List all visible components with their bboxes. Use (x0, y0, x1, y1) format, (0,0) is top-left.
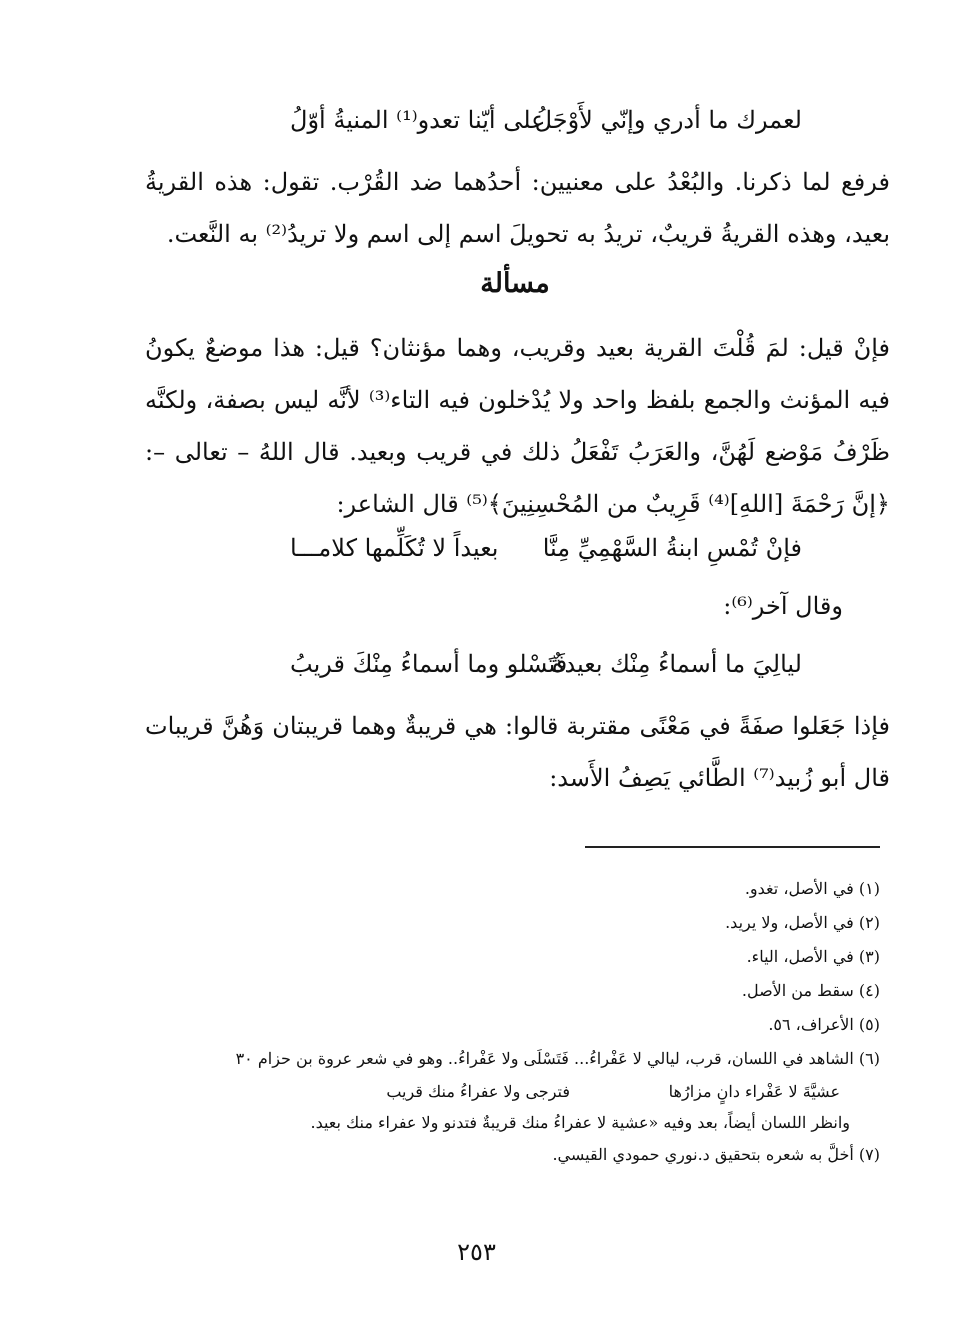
footnote-1: (١) في الأصل، تغدو. (744, 879, 880, 898)
footnote-3: (٣) في الأصل، الياء. (746, 947, 880, 966)
verse-3-first-hemistich: ليالِيَ ما أسماءُ مِنْك بعيدةٌ (551, 650, 802, 678)
verse-3-second-hemistich: فَتَسْلو وما أسماءُ مِنْكَ قريبُ (290, 650, 568, 678)
footnote-2: (٢) في الأصل، ولا يريد. (725, 913, 880, 932)
paragraph-3: فإذا جَعَلوا صفَةً في مَعْنًى مقتربة قالوا: هي قريبةٌ وهما قريبتان وَهُنَّ قريبات قال أبو زُبيد⁽⁷⁾ الطَّائي يَصِفُ الأَسد: (145, 712, 890, 792)
verse-2-second-hemistich: بعيداً لا تُكَلِّمها كلامـــا (290, 534, 499, 562)
verse-1-second-hemistich: على أيّنا تعدو⁽¹⁾ المنيةُ أوّلُ (290, 106, 546, 134)
verse-line-1 (150, 98, 880, 142)
footnote-6-continuation: وانظر اللسان أيضاً، بعد وفيه «عشية لا عفراءُ منك قريبةٌ فتدنو ولا عفراء منك بعيد. (310, 1113, 850, 1132)
footnote-separator (585, 846, 880, 848)
footnotes (190, 872, 880, 1172)
footnote-6: (٦) الشاهد في اللسان، قرب، ليالي لا عَفْراءُ... فَتَسْلَى ولا عَفْراءُ.. وهو في شعر عروة بن حزام ٣٠ (235, 1049, 880, 1068)
footnote-6-verse-first: عشيَّةَ لا عَفْراء دانٍ مزارُها (668, 1082, 840, 1101)
page-number: ٢٥٣ (457, 1238, 496, 1266)
another-poet-line: وقال آخر⁽⁶⁾: (723, 592, 843, 620)
footnote-5: (٥) الأعراف، ٥٦. (768, 1015, 880, 1034)
verse-line-2 (150, 526, 880, 570)
paragraph-2: فإنْ قيل: لمَ قُلْتَ القرية بعيد وقريب، وهما مؤنثان؟ قيل: هذا موضعٌ يكونُ فيه المؤنث والجمع بلفظ واحد ولا يُدْخلون فيه التاء⁽³⁾ لأنَّه ليس بصفة، ولكنَّه ظَرْفُ مَوْضع لَهُنَّ، والعَرَبُ تَفْعَلُ ذلك في قريب وبعيد. قال اللهُ – تعالى –: ﴿إنَّ رَحْمَةَ [اللهِ]⁽⁴⁾ قَرِيبٌ من المُحْسِنِينَ﴾⁽⁵⁾ قال الشاعر: (145, 334, 891, 518)
paragraph-1: فرفع لما ذكرنا. والبُعْدُ على معنيين: أحدُهما ضد القُرْب. تقول: هذه القريةُ بعيد، وهذه القريةُ قريبٌ، تريدُ به تحويلَ اسم إلى اسم ولا تريدُ⁽²⁾ به النَّعت. (145, 168, 890, 248)
verse-2-first-hemistich: فإنْ تُمْسِ ابنةُ السَّهْمِيِّ مِنَّا (542, 534, 802, 562)
section-heading: مسألة (480, 268, 550, 299)
verse-line-3 (150, 642, 880, 686)
footnote-6-verse (190, 1076, 880, 1108)
verse-1-first-hemistich: لعمرك ما أدري وإنّي لأَوْجَلُ (534, 106, 802, 134)
footnote-4: (٤) سقط من الأصل. (741, 981, 880, 1000)
footnote-6-verse-second: فترجى ولا عفراءُ منك قريب (386, 1082, 570, 1101)
footnote-7: (٧) أخلَّ به شعره بتحقيق د.نوري حمودي القيسي. (552, 1145, 880, 1164)
